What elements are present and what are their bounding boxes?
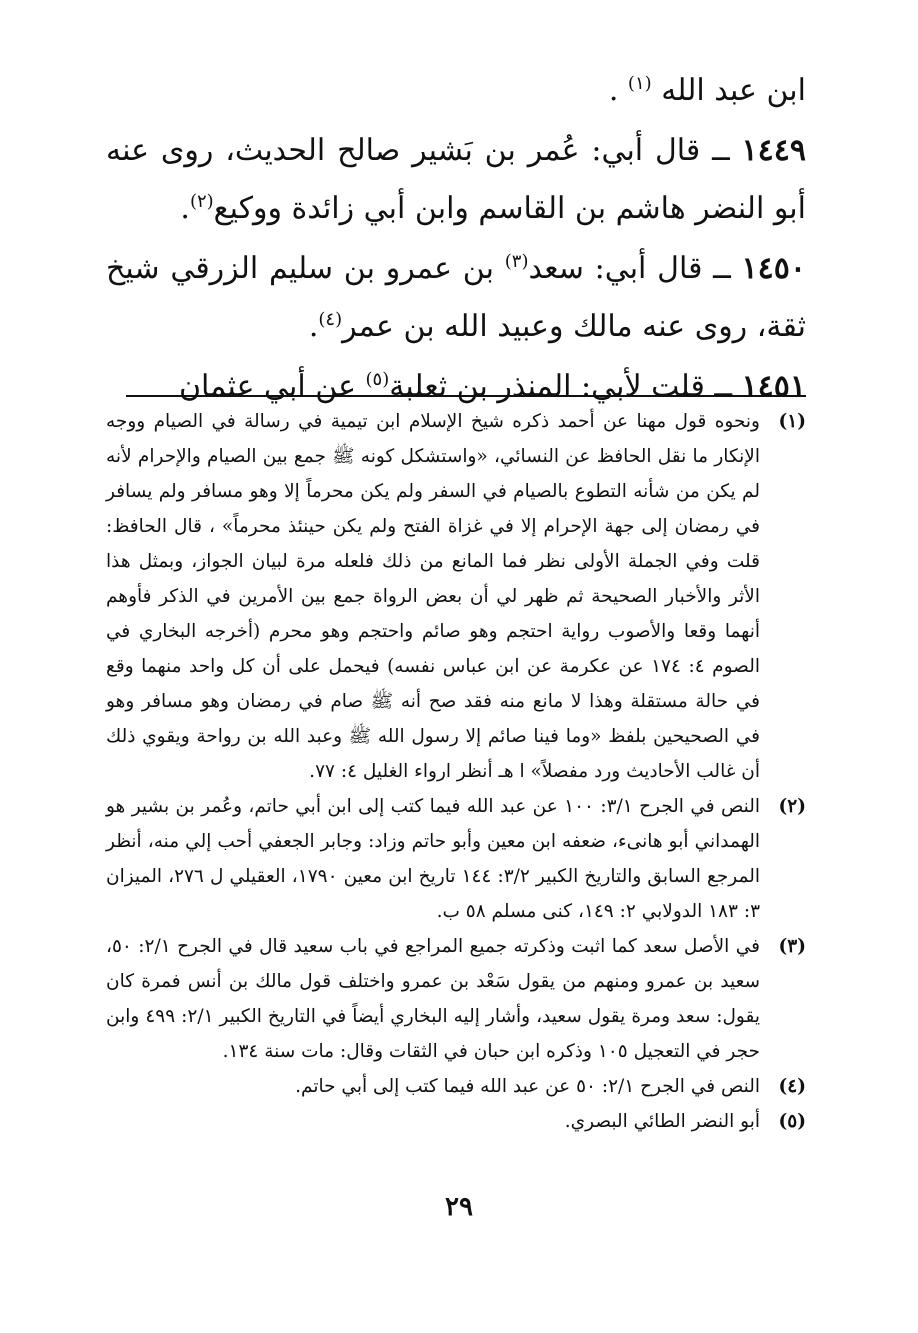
footnote-ref: (٤) <box>318 309 343 330</box>
footnote-4 <box>106 1069 806 1104</box>
footnote-text: النص في الجرح ٢/١: ٥٠ عن عبد الله فيما كتب إلى أبي حاتم. <box>295 1076 760 1097</box>
footnote-2 <box>106 789 806 929</box>
footnote-1 <box>106 404 806 789</box>
entry-text: ــ قلت لأبي: المنذر بن ثعلبة <box>389 369 732 404</box>
entry-text-cont: بن عمرو بن سليم الزرقي شيخ ثقة، روى عنه مالك وعبيد الله بن عمر <box>106 251 806 344</box>
footnote-text: ونحوه قول مهنا عن أحمد ذكره شيخ الإسلام ابن تيمية في رسالة في الصيام ووجه الإنكار ما نقل الحافظ عن النسائي، «واستشكل كونه ﷺ جمع بين الصيام والإحرام لأنه لم يكن من شأنه التطوع بالصيام في السفر ولم يكن محرماً إلا وهو مسافر ولم يسافر في رمضان إلى جهة الإحرام إلا في غزاة الفتح ولم يكن حينئذ محرماً» ، قال الحافظ: قلت وفي الجملة الأولى نظر فما المانع من ذلك فلعله مرة لبيان الجواز، وبمثل هذا الأثر والأخبار الصحيحة ثم ظهر لي أن بعض الرواة جمع بين الأمرين في الذكر فأوهم أنهما وقعا والأصوب رواية احتجم وهو صائم واحتجم وهو محرم (أخرجه البخاري في الصوم ٤: ١٧٤ عن عكرمة عن ابن عباس نفسه) فيحمل على أن كل واحد منهما وقع في حالة مستقلة وهذا لا مانع منه فقد صح أنه ﷺ صام في رمضان وهو مسافر وهو في الصحيحين بلفظ «وما فينا صائم إلا رسول الله ﷺ وعبد الله بن رواحة ويقوي ذلك أن غالب الأحاديث ورد مفصلاً» ا هـ أنظر ارواء الغليل ٤: ٧٧. <box>106 411 760 782</box>
continuation-line: ابن عبد الله $^{(١)}$ . <box>608 73 806 108</box>
entry-number: ١٤٤٩ <box>741 133 806 168</box>
footnote-ref: (٣) <box>504 251 529 272</box>
entry-1450: ١٤٥٠ ــ قال أبي: سعد$^{(٣)}$ بن عمرو بن سليم الزرقي شيخ ثقة، روى عنه مالك وعبيد الله بن عمر$^{(٤)}$. <box>106 251 806 344</box>
entry-number: ١٤٥٠ <box>741 251 806 286</box>
footnote-3 <box>106 929 806 1069</box>
footnotes <box>106 404 806 1139</box>
entry-1449: ١٤٤٩ ــ قال أبي: عُمر بن بَشير صالح الحديث، روى عنه أبو النضر هاشم بن القاسم وابن أبي زائدة ووكيع$^{(٢)}$. <box>106 133 806 226</box>
entry-text: ــ قال أبي: سعد <box>528 251 731 286</box>
footnote-text: النص في الجرح ٣/١: ١٠٠ عن عبد الله فيما كتب إلى ابن أبي حاتم، وعُمر بن بشير هو الهمداني أبو هانىء، ضعفه ابن معين وأبو حاتم وزاد: وجابر الجعفي أحب إلي منه، أنظر المرجع السابق والتاريخ الكبير ٣/٢: ١٤٤ تاريخ ابن معين ١٧٩٠، العقيلي ل ٢٧٦، الميزان ٣: ١٨٣ الدولابي ٢: ١٤٩، كنى مسلم ٥٨ ب. <box>106 796 760 922</box>
continuation-text: ابن عبد الله <box>661 73 806 108</box>
footnote-number: (٣) <box>778 936 806 957</box>
footnote-ref: (٥) <box>365 369 390 390</box>
footnote-5 <box>106 1104 806 1139</box>
footnote-number: (٤) <box>778 1076 806 1097</box>
footnote-text: أبو النضر الطائي البصري. <box>564 1111 760 1132</box>
footnote-number: (١) <box>778 411 806 432</box>
main-text <box>106 62 806 416</box>
footnote-number: (٥) <box>778 1111 806 1132</box>
entry-number: ١٤٥١ <box>741 369 806 404</box>
footnote-ref: (٢) <box>189 191 214 212</box>
footnote-divider <box>126 395 806 397</box>
entry-text-cont: عن أبي عثمان <box>179 369 366 404</box>
page-number: ٢٩ <box>445 1192 473 1222</box>
footnote-text: في الأصل سعد كما اثبت وذكرته جميع المراجع في باب سعيد قال في الجرح ٢/١: ٥٠، سعيد بن عمرو ومنهم من يقول سَعْد بن عمرو واختلف قول مالك بن أنس فمرة كان يقول: سعد ومرة يقول سعيد، وأشار إليه البخاري أيضاً في التاريخ الكبير ٢/١: ٤٩٩ وابن حجر في التعجيل ١٠٥ وذكره ابن حبان في الثقات وقال: مات سنة ١٣٤. <box>106 936 760 1062</box>
entry-text: ــ قال أبي: عُمر بن بَشير صالح الحديث، روى عنه أبو النضر هاشم بن القاسم وابن أبي زائدة ووكيع <box>106 133 806 226</box>
footnote-ref: (١) <box>627 73 652 94</box>
footnote-number: (٢) <box>778 796 806 817</box>
